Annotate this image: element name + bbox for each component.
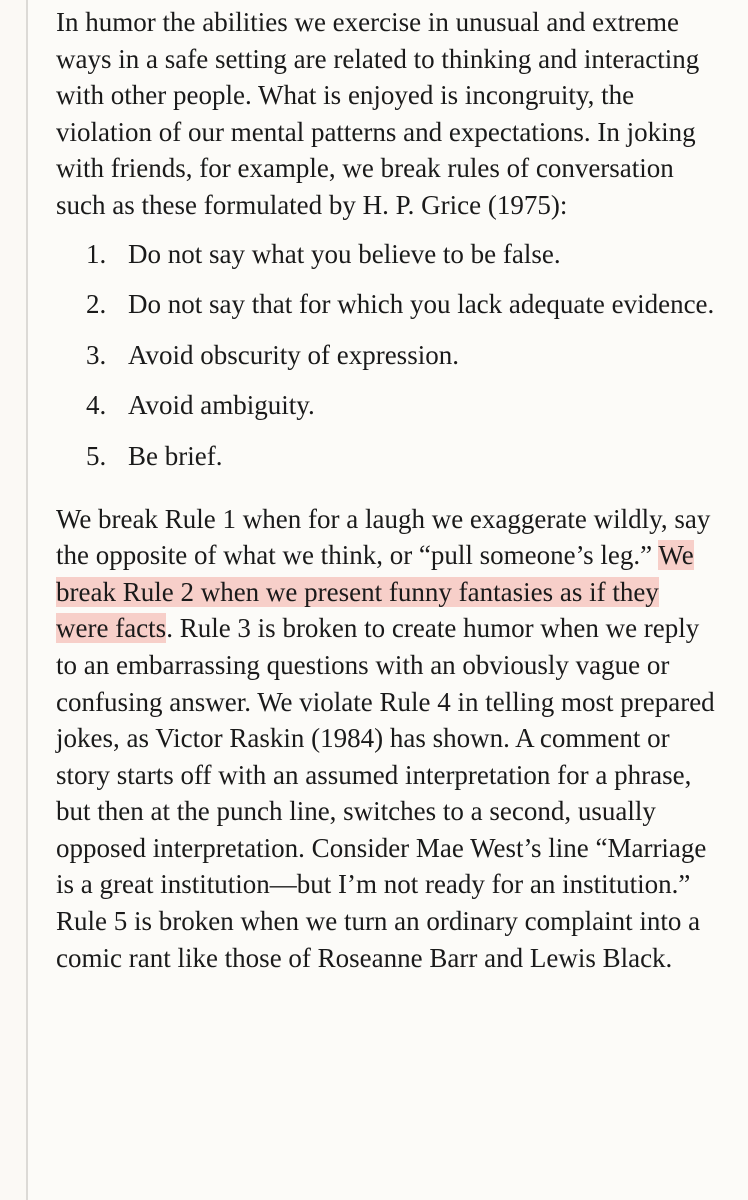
list-item[interactable] [56, 236, 716, 273]
list-number: 4. [86, 390, 107, 421]
book-text [56, 4, 716, 976]
list-item[interactable] [56, 438, 716, 475]
list-item[interactable] [56, 337, 716, 374]
paragraph-rule-examples[interactable] [56, 501, 716, 977]
highlighted-passage[interactable]: We break Rule 2 when we present funny fantasies as if they were facts [56, 540, 694, 644]
list-number: 2. [86, 289, 107, 320]
list-number: 1. [86, 238, 107, 269]
list-item[interactable] [56, 286, 716, 323]
list-item-text: Do not say that for which you lack adequate evidence. [128, 289, 715, 320]
grice-rules-list [56, 236, 716, 475]
list-item-text: Be brief. [128, 440, 223, 471]
paragraph-text-before-highlight: We break Rule 1 when for a laugh we exaggerate wildly, say the opposite of what we think, or “pull someone’s leg.” [56, 503, 711, 571]
paragraph-intro[interactable]: In humor the abilities we exercise in unusual and extreme ways in a safe setting are related to thinking and interacting with other people. What is enjoyed is incongruity, the violation of our mental patterns and expectations. In joking with friends, for example, we break rules of conversation such as these formulated by H. P. Grice (1975): [56, 7, 700, 220]
list-item-text: Avoid ambiguity. [128, 390, 315, 421]
list-item[interactable] [56, 387, 716, 424]
list-number: 5. [86, 440, 107, 471]
list-item-text: Avoid obscurity of expression. [128, 339, 459, 370]
paragraph-text-after-highlight: . Rule 3 is broken to create humor when we reply to an embarrassing questions with an obviously vague or confusing answer. We violate Rule 4 in telling most prepared jokes, as Victor Raskin (1984) has shown. A comment or story starts off with an assumed interpretation for a phrase, but then at the punch line, switches to a second, usually opposed interpretation. Consider Mae West’s line “Marriage is a great institution—but I’m not ready for an institution.” Rule 5 is broken when we turn an ordinary complaint into a comic rant like those of Roseanne Barr and Lewis Black. [56, 613, 715, 973]
list-number: 3. [86, 339, 107, 370]
list-item-text: Do not say what you believe to be false. [128, 238, 561, 269]
page-edge-divider [26, 0, 28, 1200]
